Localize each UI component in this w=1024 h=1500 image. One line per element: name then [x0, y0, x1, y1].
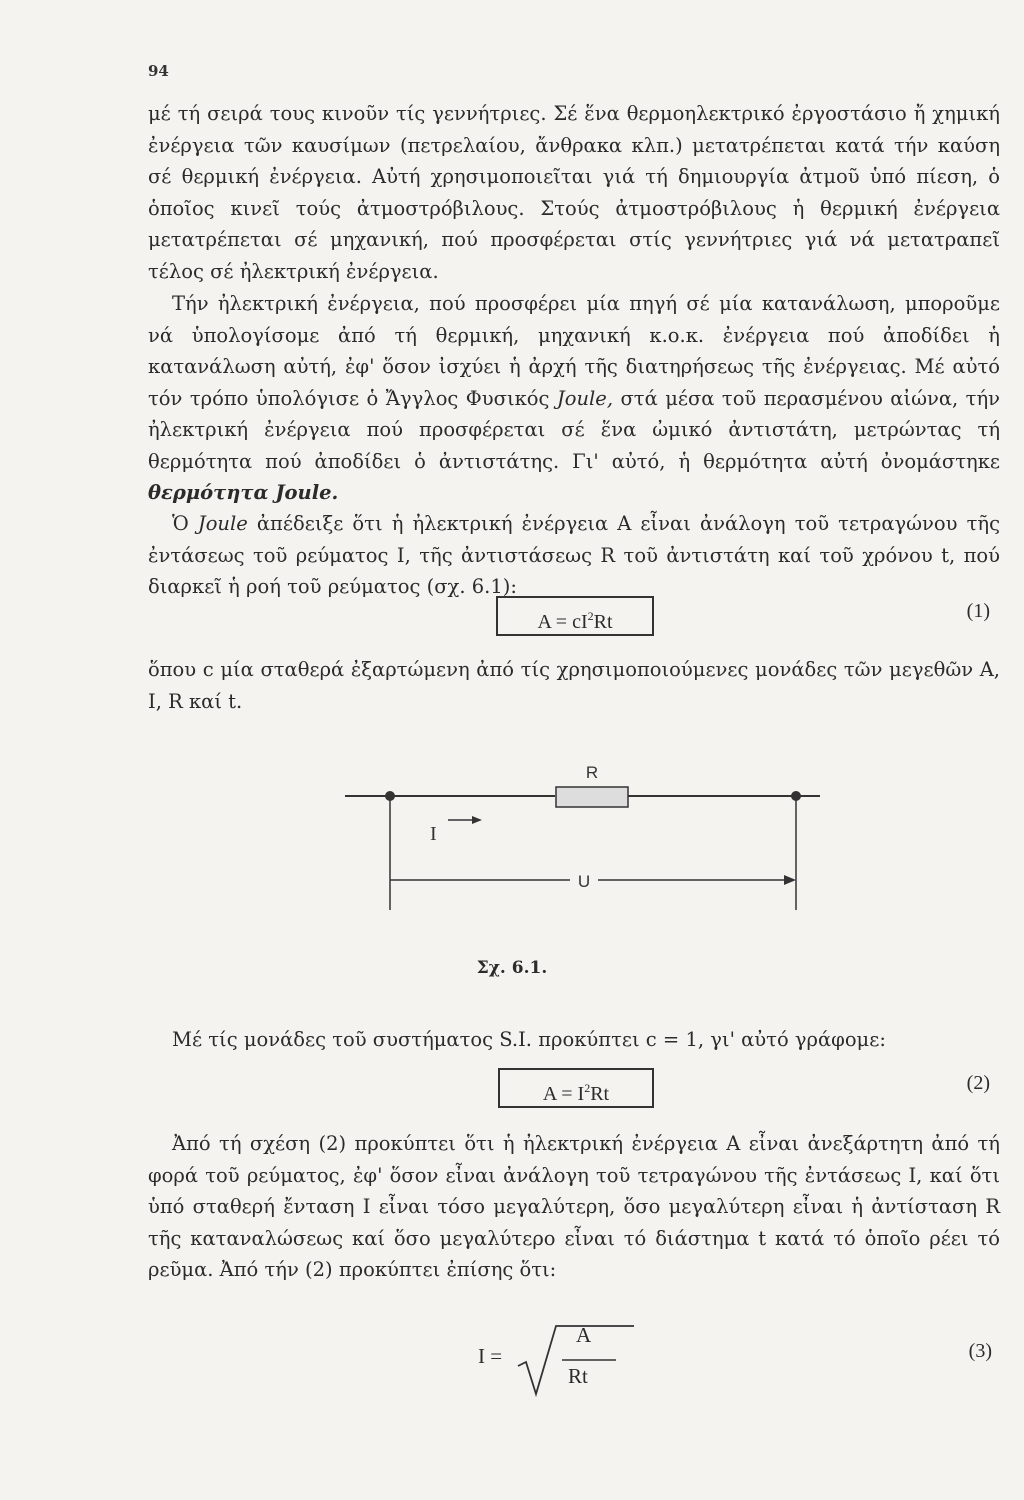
current-arrowhead	[472, 816, 482, 824]
equation-2-number: (2)	[966, 1072, 990, 1094]
equation-3-number: (3)	[968, 1340, 992, 1362]
p3-joule: Joule	[197, 512, 248, 535]
page-number: 94	[148, 62, 169, 80]
equation-1-box	[496, 596, 654, 636]
paragraph-5-text: Μέ τίς μονάδες τοῦ συστήματος S.I. προκύπτει c = 1, γι' αὐτό γράφομε:	[172, 1028, 886, 1051]
eq2-lhs: A = I	[542, 1083, 585, 1105]
p3-rest: ἀπέδειξε ὅτι ἡ ἠλεκτρική ἐνέργεια A εἶναι ἀνάλογη τοῦ τετραγώνου τῆς ἐντάσεως τοῦ ρεύματος I, τῆς ἀντιστάσεως R τοῦ ἀντιστάτη καί τοῦ χρόνου t, πού διαρκεῖ ἡ ροή τοῦ ρεύματος (σχ. 6.1):	[148, 512, 1000, 598]
paragraph-6-text: Ἀπό τή σχέση (2) προκύπτει ὅτι ἡ ἠλεκτρική ἐνέργεια A εἶναι ἀνεξάρτητη ἀπό τή φορά τοῦ ρεύματος, ἐφ' ὅσον εἶναι ἀνάλογη τοῦ τετραγώνου τῆς ἐντάσεως I, καί ὅτι ὑπό σταθερή ἔνταση I εἶναι τόσο μεγαλύτερη, ὅσο μεγαλύτερη εἶναι ἡ ἀντίσταση R τῆς καταναλώσεως καί ὅσο μεγαλύτερο εἶναι τό διάστημα t κατά τό ὁποῖο ρέει τό ρεῦμα. Ἀπό τήν (2) προκύπτει ἐπίσης ὅτι:	[148, 1132, 1000, 1281]
voltage-arrowhead	[784, 875, 796, 885]
eq1-exp: 2	[587, 609, 594, 623]
eq1-lhs: A = cI	[537, 611, 588, 633]
equation-2-box	[498, 1068, 654, 1108]
paragraph-4-text: ὅπου c μία σταθερά ἐξαρτώμενη ἀπό τίς χρησιμοποιούμενες μονάδες τῶν μεγεθῶν A, I, R καί t.	[148, 658, 1000, 713]
paragraph-4	[148, 654, 1000, 717]
resistor-symbol	[556, 787, 628, 807]
eq2-rhs: Rt	[590, 1083, 610, 1105]
eq3-lhs: I =	[478, 1344, 503, 1368]
node-left	[385, 791, 395, 801]
voltage-label: U	[577, 872, 591, 891]
paragraph-3	[148, 508, 1000, 603]
equation-1	[148, 596, 1000, 640]
resistor-label: R	[585, 763, 599, 782]
paragraph-1-text: μέ τή σειρά τους κινοῦν τίς γεννήτριες. Σέ ἕνα θερμοηλεκτρικό ἐργοστάσιο ἤ χημική ἐνέργεια τῶν καυσίμων (πετρελαίου, ἄνθρακα κλπ.) μετατρέπεται κατά τήν καύση σέ θερμική ἐνέργεια. Αὐτή χρησιμοποιεῖται γιά τή δημιουργία ἀτμοῦ ὑπό πίεση, ὁ ὁποῖος κινεῖ τούς ἀτμοστρόβιλους. Στούς ἀτμοστρόβιλους ἡ θερμική ἐνέργεια μετατρέπεται σέ μηχανική, πού προσφέρεται στίς γεννήτριες γιά νά μετατραπεῖ τέλος σέ ἠλεκτρική ἐνέργεια.	[148, 102, 1000, 283]
figure-caption: Σχ. 6.1.	[476, 958, 548, 978]
paragraph-3-text	[148, 508, 1000, 603]
eq1-rhs: Rt	[593, 611, 613, 633]
paragraph-2-text	[148, 288, 1000, 509]
eq3-denominator: Rt	[568, 1364, 588, 1388]
p2-term: θερμότητα Joule.	[148, 481, 339, 504]
current-label: I	[430, 823, 437, 845]
p3-pre: Ὁ	[172, 512, 198, 535]
node-right	[791, 791, 801, 801]
paragraph-2	[148, 288, 1000, 509]
circuit-diagram	[330, 760, 830, 920]
equation-1-number: (1)	[966, 600, 990, 622]
eq3-numerator: A	[576, 1323, 592, 1347]
p2-joule: Joule,	[556, 386, 614, 410]
equation-2	[148, 1068, 1000, 1112]
p2-main: Τήν ἠλεκτρική ἐνέργεια, πού προσφέρει μία πηγή σέ μία κατανάλωση, μποροῦμε νά ὑπολογίσομε ἀπό τή θερμική, μηχανική κ.ο.κ. ἐνέργεια πού ἀποδίδει ἡ κατανάλωση αὐτή, ἐφ' ὅσον ἰσχύει ἡ ἀρχή τῆς διατηρήσεως τῆς ἐνέργειας. Μέ αὐτό τόν τρόπο ὑπολόγισε ὁ Ἄγγλος Φυσικός	[148, 292, 1000, 410]
p2-rest: στά μέσα τοῦ περασμένου αἰώνα, τήν ἠλεκτρική ἐνέργεια πού προσφέρεται σέ ἕνα ὠμικό ἀντιστάτη, μετρώντας τή θερμότητα πού ἀποδίδει ὁ ἀντιστάτης. Γι' αὐτό, ἡ θερμότητα αὐτή ὀνομάστηκε	[148, 386, 1000, 473]
eq2-exp: 2	[584, 1081, 591, 1095]
equation-3	[478, 1320, 638, 1400]
paragraph-1	[148, 98, 1000, 287]
paragraph-5	[148, 1024, 1000, 1056]
paragraph-6	[148, 1128, 1000, 1286]
